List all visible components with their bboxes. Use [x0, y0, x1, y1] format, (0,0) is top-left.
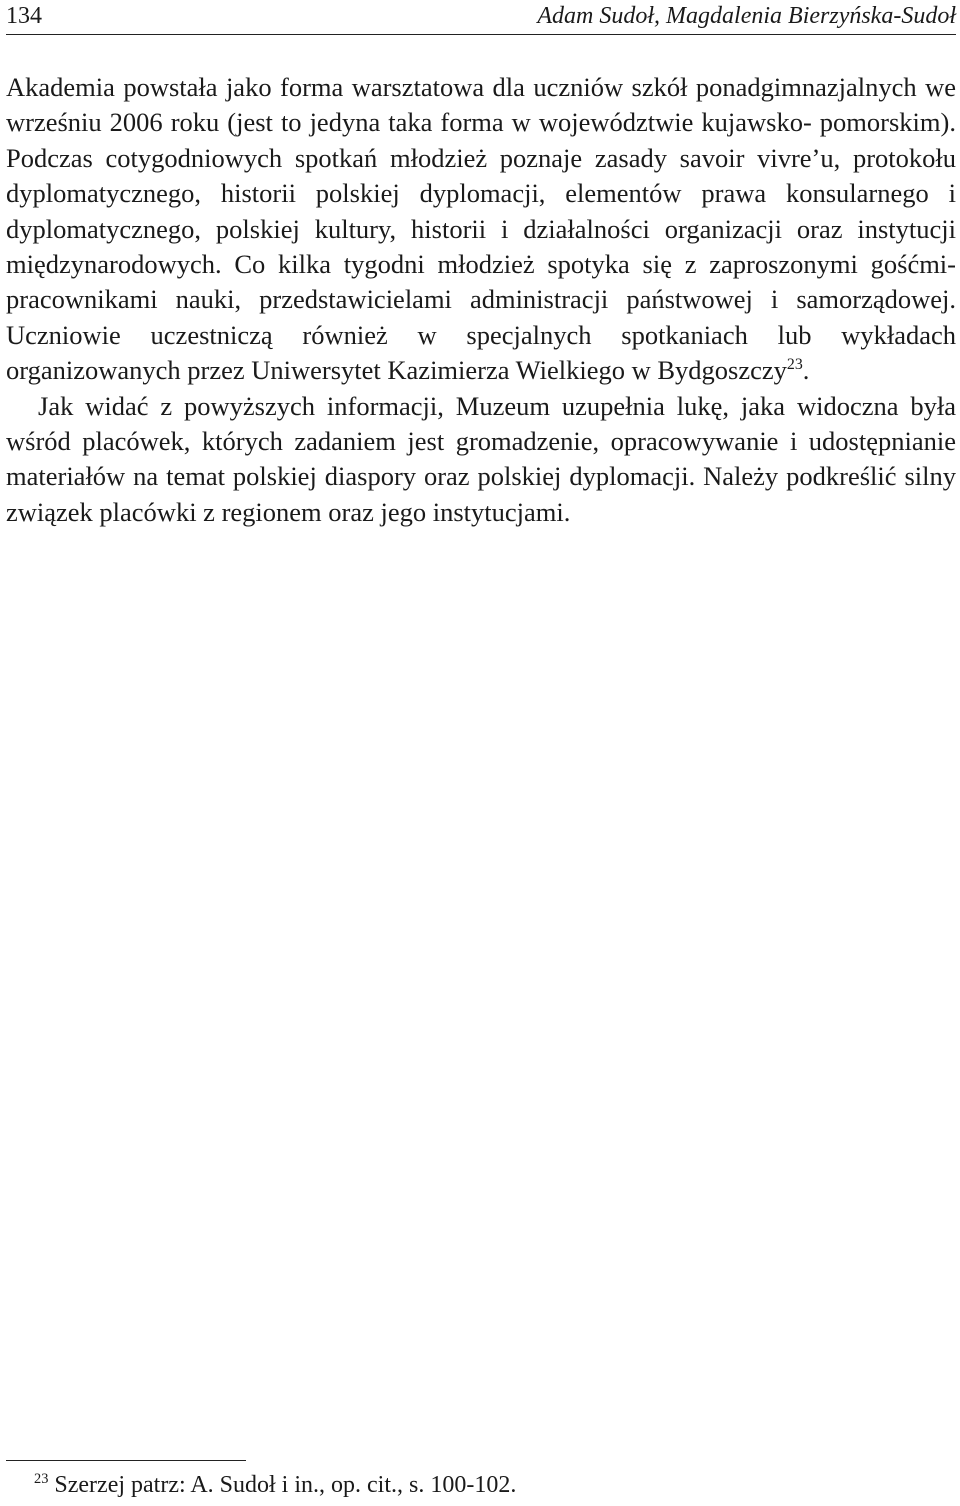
- paragraph-1: [6, 70, 956, 389]
- footnote: [34, 1470, 516, 1500]
- body-text: [6, 70, 956, 530]
- footnote-divider: [6, 1460, 246, 1461]
- footnote-reference: 23: [786, 356, 803, 374]
- running-header: [6, 0, 956, 35]
- running-header-authors: Adam Sudoł, Magdalenia Bierzyńska-Sudoł: [537, 3, 956, 29]
- paragraph-1-end: .: [802, 355, 810, 386]
- footnote-text: Szerzej patrz: A. Sudoł i in., op. cit., s. 100-102.: [48, 1472, 517, 1498]
- paragraph-1-text: Akademia powstała jako forma warsztatowa dla uczniów szkół ponadgimnazjalnych we wrześniu 2006 roku (jest to jedyna taka forma w województwie kujawsko- pomorskim). Podczas cotygodniowych spotkań młodzież poznaje zasady savoir vivre’u, protokołu dyplomatycznego, historii polskiej dyplomacji, elementów prawa konsularnego i dyplomatycznego, polskiej kultury, historii i działalności organizacji oraz instytucji międzynarodowych. Co kilka tygodni młodzież spotyka się z zaproszonymi gośćmi- pracownikami nauki, przedstawicielami administracji państwowej i samorządowej. Uczniowie uczestniczą również w specjalnych spotkaniach lub wykładach organizowanych przez Uniwersytet Kazimierza Wielkiego w Bydgoszczy: [6, 72, 956, 386]
- page-number: 134: [6, 3, 42, 29]
- paragraph-2: Jak widać z powyższych informacji, Muzeum uzupełnia lukę, jaka widoczna była wśród placówek, których zadaniem jest gromadzenie, opracowywanie i udostępnianie materiałów na temat polskiej diaspory oraz polskiej dyplomacji. Należy podkreślić silny związek placówki z regionem oraz jego instytucjami.: [6, 390, 956, 527]
- footnote-number: 23: [34, 1471, 49, 1487]
